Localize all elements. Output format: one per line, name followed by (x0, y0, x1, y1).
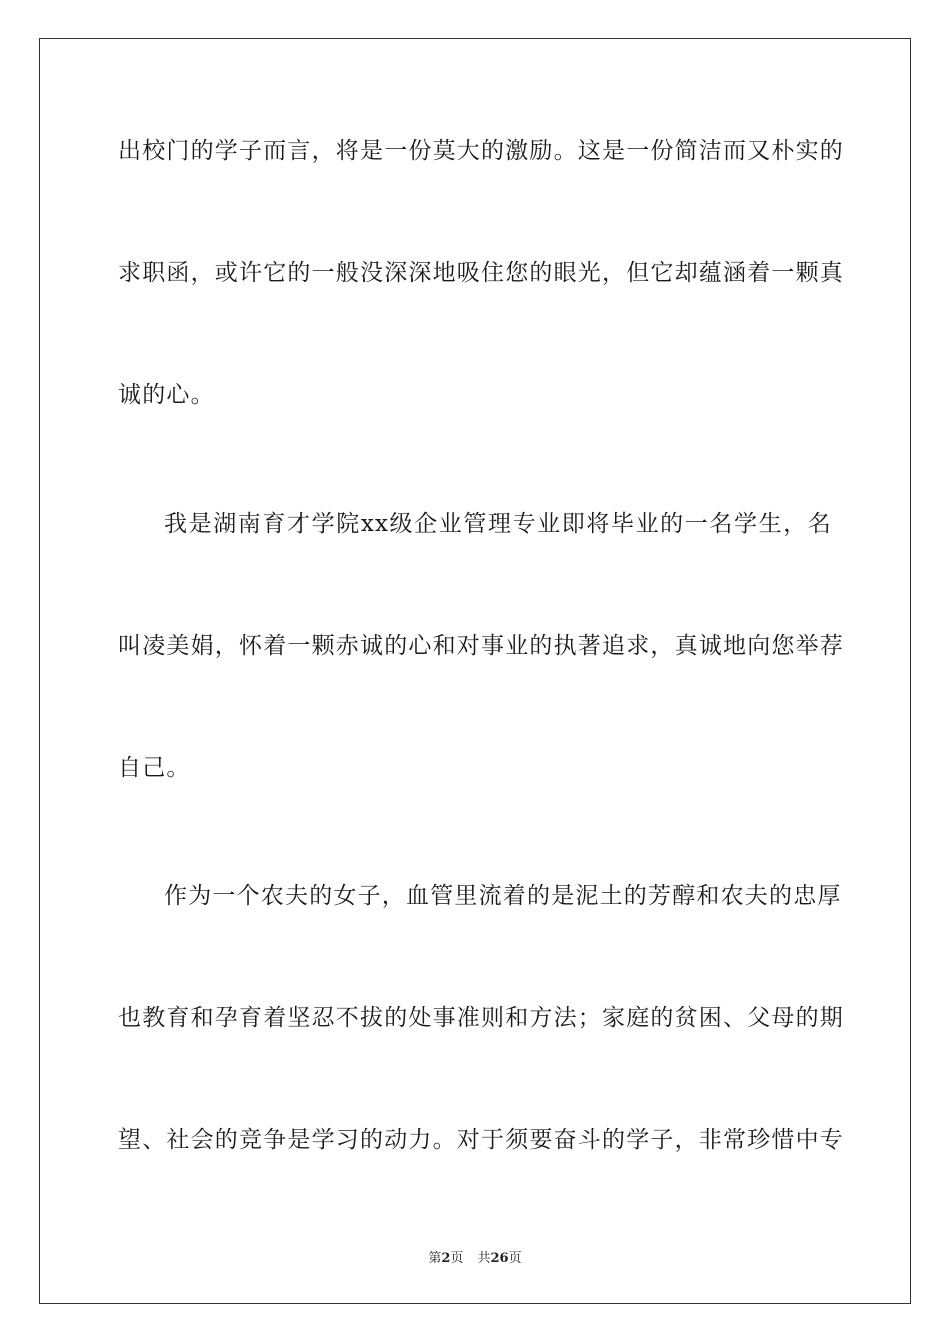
page-number: 2 (441, 1251, 451, 1266)
paragraph-line: 自己。 (118, 755, 191, 781)
paragraph-line: 求职函，或许它的一般没深深地吸住您的眼光，但它却蕴涵着一颗真 (118, 260, 844, 286)
paragraph-line: 也教育和孕育着坚忍不拔的处事准则和方法；家庭的贫困、父母的期 (118, 1005, 844, 1031)
paragraph-line: 叫凌美娟，怀着一颗赤诚的心和对事业的执著追求，真诚地向您举荐 (118, 633, 844, 659)
paragraph-line: 出校门的学子而言，将是一份莫大的激励。这是一份简洁而又朴实的 (118, 138, 844, 164)
paragraph-line: 作为一个农夫的女子，血管里流着的是泥土的芳醇和农夫的忠厚 (164, 883, 842, 909)
page-footer (0, 1247, 950, 1266)
paragraph-line: 我是湖南育才学院xx级企业管理专业即将毕业的一名学生，名 (164, 511, 832, 537)
page-frame (39, 38, 911, 1304)
paragraph-line: 诚的心。 (118, 382, 215, 408)
total-pages: 26 (490, 1251, 509, 1266)
total-suffix: 页 (508, 1251, 522, 1266)
total-prefix: 共 (477, 1251, 491, 1266)
page-prefix: 第 (428, 1251, 442, 1266)
paragraph-line: 望、社会的竞争是学习的动力。对于须要奋斗的学子，非常珍惜中专 (118, 1127, 844, 1153)
page-suffix: 页 (450, 1251, 464, 1266)
